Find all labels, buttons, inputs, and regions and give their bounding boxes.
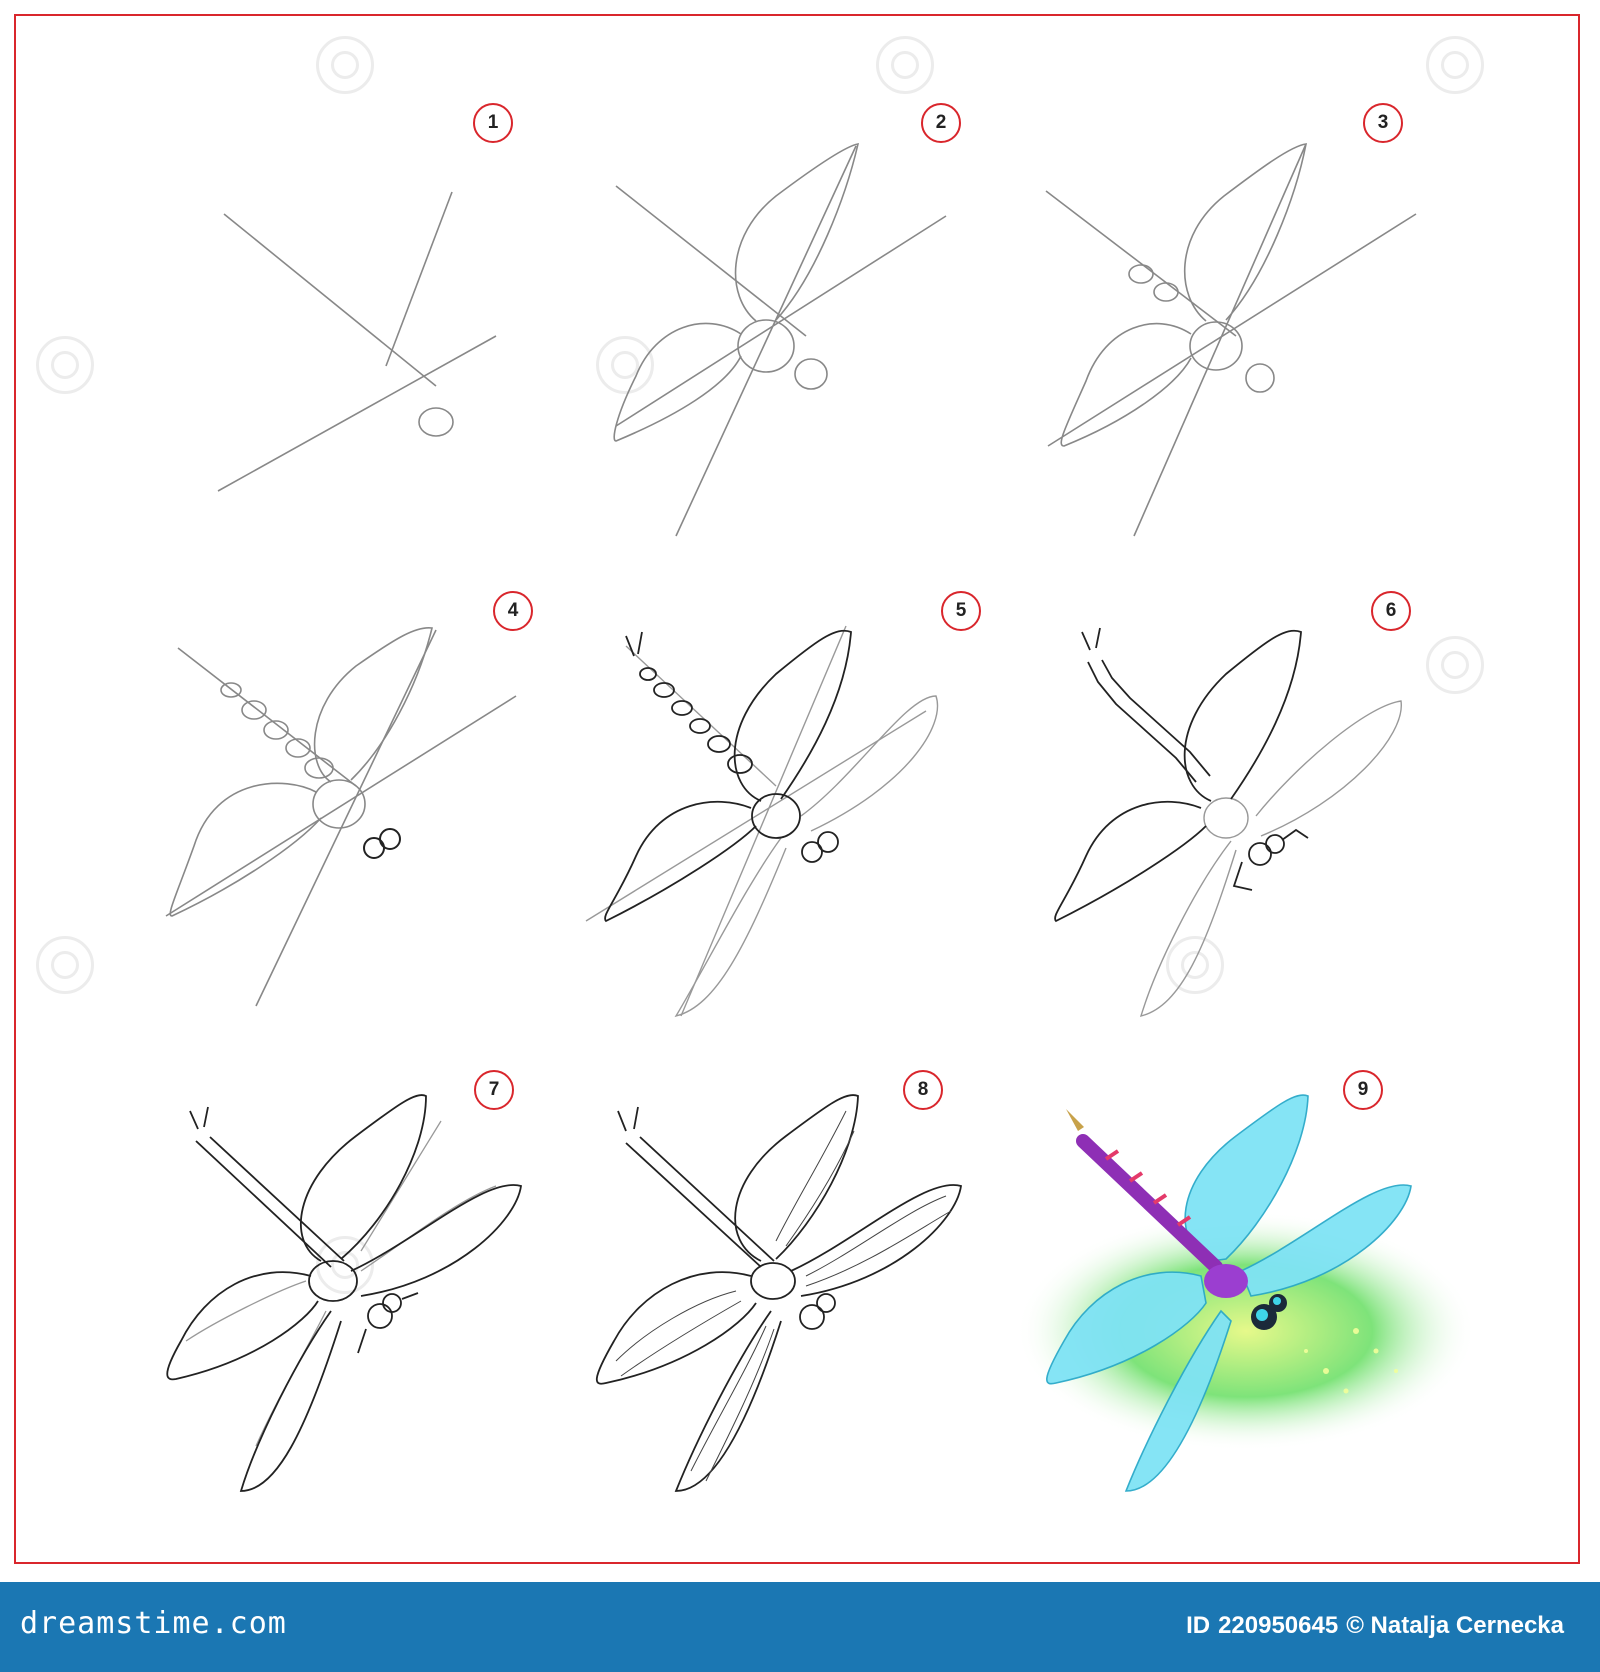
step-6-sketch bbox=[1046, 586, 1506, 1066]
step-8-sketch bbox=[576, 1071, 1036, 1551]
page-frame bbox=[14, 14, 1580, 1564]
step-number-badge: 6 bbox=[1371, 591, 1411, 631]
id-label: ID bbox=[1186, 1612, 1211, 1639]
step-4-panel bbox=[156, 586, 616, 1066]
watermark-spiral-icon bbox=[876, 36, 934, 94]
watermark-spiral-icon bbox=[316, 36, 374, 94]
copyright-text: © Natalja Cernecka bbox=[1346, 1612, 1564, 1639]
id-value: 220950645 bbox=[1218, 1612, 1339, 1639]
step-9-panel bbox=[1026, 1071, 1486, 1551]
step-7-panel bbox=[156, 1071, 616, 1551]
footer-bar bbox=[0, 1582, 1600, 1672]
step-9-colored-dragonfly bbox=[1026, 1071, 1486, 1551]
step-number-badge: 7 bbox=[474, 1070, 514, 1110]
watermark-spiral-icon bbox=[1426, 36, 1484, 94]
step-2-panel bbox=[616, 96, 1076, 576]
step-5-panel bbox=[606, 586, 1066, 1066]
step-1-sketch bbox=[196, 96, 656, 576]
watermark-spiral-icon bbox=[36, 336, 94, 394]
step-number-badge: 3 bbox=[1363, 103, 1403, 143]
step-number-badge: 8 bbox=[903, 1070, 943, 1110]
step-4-sketch bbox=[156, 586, 616, 1066]
step-6-panel bbox=[1046, 586, 1506, 1066]
brand-logo: dreamstime.com bbox=[20, 1606, 287, 1641]
step-number-badge: 5 bbox=[941, 591, 981, 631]
image-credit bbox=[1186, 1612, 1572, 1640]
step-number-badge: 2 bbox=[921, 103, 961, 143]
step-2-sketch bbox=[616, 96, 1076, 576]
step-3-panel bbox=[1056, 96, 1516, 576]
step-number-badge: 4 bbox=[493, 591, 533, 631]
step-number-badge: 9 bbox=[1343, 1070, 1383, 1110]
step-number-badge: 1 bbox=[473, 103, 513, 143]
step-1-panel bbox=[196, 96, 656, 576]
watermark-spiral-icon bbox=[36, 936, 94, 994]
step-7-sketch bbox=[156, 1071, 616, 1551]
step-5-sketch bbox=[606, 586, 1066, 1066]
step-3-sketch bbox=[1056, 96, 1516, 576]
step-8-panel bbox=[576, 1071, 1036, 1551]
